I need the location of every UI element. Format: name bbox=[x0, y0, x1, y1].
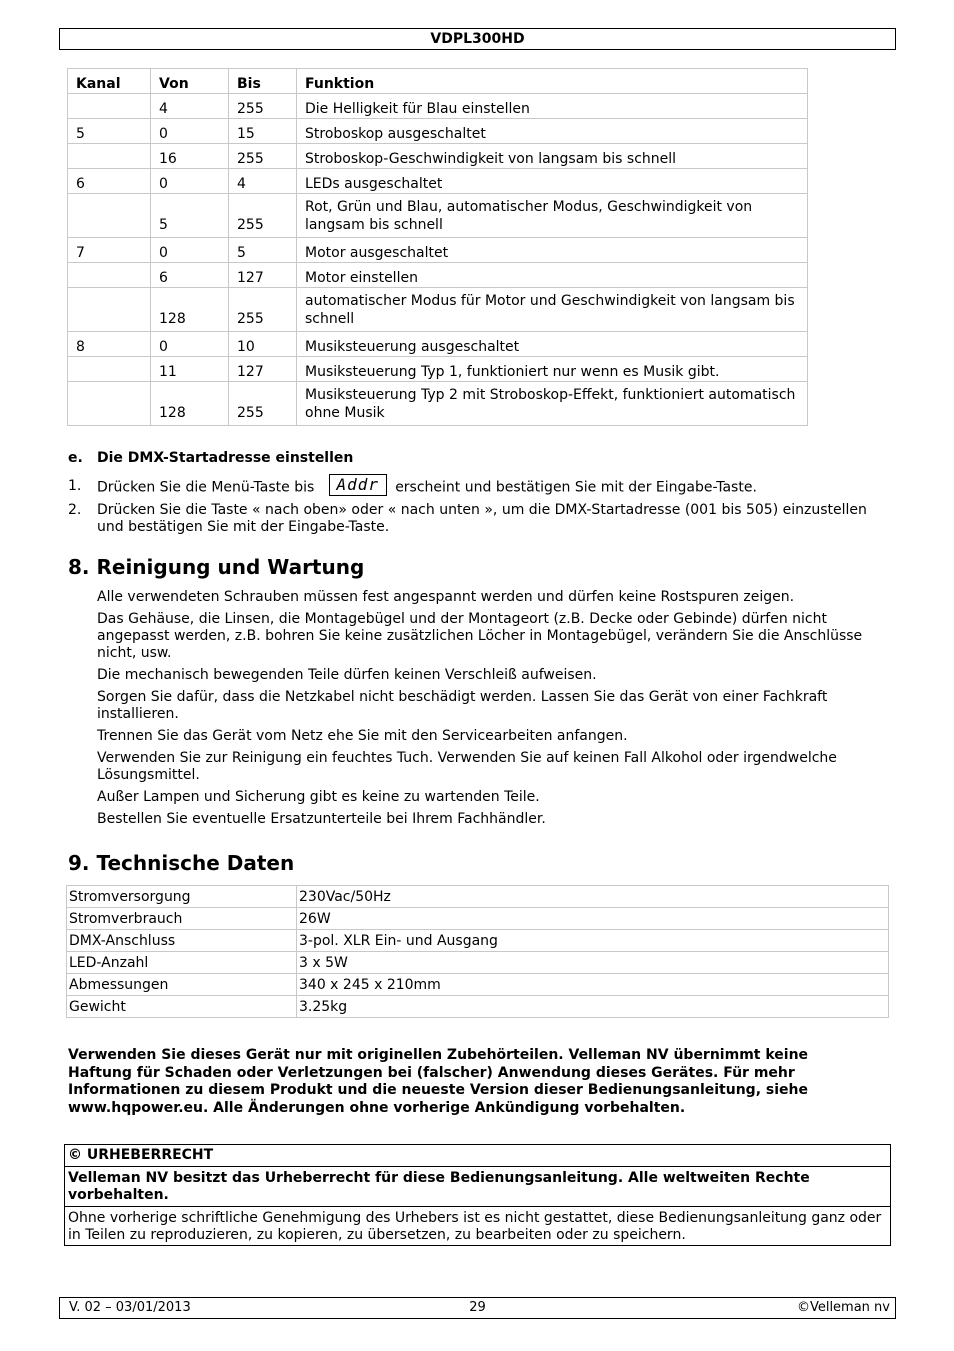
column-header: Funktion bbox=[297, 69, 808, 94]
column-header: Bis bbox=[229, 69, 297, 94]
cell-kanal bbox=[68, 94, 151, 119]
cell-bis: 127 bbox=[229, 263, 297, 288]
spec-row bbox=[67, 996, 889, 1018]
table-row bbox=[68, 238, 808, 263]
cell-funktion: Rot, Grün und Blau, automatischer Modus, Geschwindigkeit von langsam bis schnell bbox=[297, 194, 808, 238]
cell-bis: 255 bbox=[229, 194, 297, 238]
cell-kanal bbox=[68, 382, 151, 426]
heading-letter: e. bbox=[68, 450, 83, 466]
cell-funktion: Musiksteuerung ausgeschaltet bbox=[297, 332, 808, 357]
spec-value: 340 x 245 x 210mm bbox=[297, 974, 889, 996]
column-header: Von bbox=[151, 69, 229, 94]
cell-von: 128 bbox=[151, 288, 229, 332]
section-title: 9. Technische Daten bbox=[68, 851, 295, 875]
table-row bbox=[68, 357, 808, 382]
lcd-display-icon: Addr bbox=[329, 474, 387, 496]
paragraph: Bestellen Sie eventuelle Ersatzunterteile bei Ihrem Fachhändler. bbox=[97, 811, 546, 827]
cell-funktion: LEDs ausgeschaltet bbox=[297, 169, 808, 194]
cell-von: 128 bbox=[151, 382, 229, 426]
table-header-row bbox=[68, 69, 808, 94]
copyright-bold-text: Velleman NV besitzt das Urheberrecht für diese Bedienungsanleitung. Alle weltweiten Rechte vorbehalten. bbox=[68, 1170, 810, 1203]
table-row bbox=[68, 332, 808, 357]
cell-funktion: Musiksteuerung Typ 1, funktioniert nur wenn es Musik gibt. bbox=[297, 357, 808, 382]
dmx-address-heading bbox=[68, 450, 353, 467]
spec-key: LED-Anzahl bbox=[67, 952, 297, 974]
usage-notice: Verwenden Sie dieses Gerät nur mit originellen Zubehörteilen. Velleman NV übernimmt keine Haftung für Schaden oder Verletzungen bei (falscher) Anwendung dieses Gerätes. Für mehr Informationen zu diesem Produkt und die neueste Version dieser Bedienungsanleitung, siehe www.hqpower.eu. Alle Änderungen ohne vorherige Ankündigung vorbehalten. bbox=[68, 1047, 809, 1116]
cell-von: 0 bbox=[151, 169, 229, 194]
cell-funktion: automatischer Modus für Motor und Geschwindigkeit von langsam bis schnell bbox=[297, 288, 808, 332]
cell-kanal bbox=[68, 357, 151, 382]
cell-kanal bbox=[68, 288, 151, 332]
step-text: Drücken Sie die Taste « nach oben» oder « nach unten », um die DMX-Startadresse (001 bis 505) einzustellen und bestätigen Sie mit der Eingabe-Taste. bbox=[97, 502, 867, 535]
cell-bis: 255 bbox=[229, 288, 297, 332]
table-row bbox=[68, 119, 808, 144]
section-title: 8. Reinigung und Wartung bbox=[68, 555, 365, 579]
page-footer bbox=[59, 1297, 896, 1319]
cell-bis: 255 bbox=[229, 382, 297, 426]
maintenance-paragraphs bbox=[97, 589, 887, 833]
brand: ©Velleman nv bbox=[796, 1300, 890, 1315]
cell-bis: 5 bbox=[229, 238, 297, 263]
spec-row bbox=[67, 886, 889, 908]
paragraph: Sorgen Sie dafür, dass die Netzkabel nicht beschädigt werden. Lassen Sie das Gerät von einer Fachkraft installieren. bbox=[97, 689, 828, 722]
cell-kanal: 5 bbox=[68, 119, 151, 144]
cell-bis: 15 bbox=[229, 119, 297, 144]
cell-funktion: Die Helligkeit für Blau einstellen bbox=[297, 94, 808, 119]
cell-von: 16 bbox=[151, 144, 229, 169]
section-9 bbox=[68, 851, 294, 875]
table-row bbox=[68, 263, 808, 288]
spec-key: Stromversorgung bbox=[67, 886, 297, 908]
cell-kanal bbox=[68, 194, 151, 238]
spec-table bbox=[66, 885, 889, 1018]
cell-von: 5 bbox=[151, 194, 229, 238]
cell-von: 6 bbox=[151, 263, 229, 288]
table-row bbox=[68, 194, 808, 238]
spec-row bbox=[67, 952, 889, 974]
table-row bbox=[68, 382, 808, 426]
list-item bbox=[68, 475, 868, 497]
column-header: Kanal bbox=[68, 69, 151, 94]
paragraph: Verwenden Sie zur Reinigung ein feuchtes Tuch. Verwenden Sie auf keinen Fall Alkohol oder irgendwelche Lösungsmittel. bbox=[97, 750, 837, 783]
spec-key: Abmessungen bbox=[67, 974, 297, 996]
cell-bis: 127 bbox=[229, 357, 297, 382]
copyright-text: Ohne vorherige schriftliche Genehmigung des Urhebers ist es nicht gestattet, diese Bedienungsanleitung ganz oder in Teilen zu reproduzieren, zu kopieren, zu übersetzen, zu bearbeiten oder zu speichern. bbox=[68, 1210, 882, 1243]
cell-bis: 255 bbox=[229, 94, 297, 119]
table-row bbox=[68, 288, 808, 332]
copyright-heading: © URHEBERRECHT bbox=[68, 1147, 214, 1163]
page-header bbox=[59, 28, 896, 50]
cell-funktion: Stroboskop ausgeschaltet bbox=[297, 119, 808, 144]
cell-kanal bbox=[68, 144, 151, 169]
table-body bbox=[68, 94, 808, 426]
spec-value: 3 x 5W bbox=[297, 952, 889, 974]
cell-kanal: 8 bbox=[68, 332, 151, 357]
divider bbox=[65, 1206, 890, 1207]
cell-kanal: 7 bbox=[68, 238, 151, 263]
spec-row bbox=[67, 908, 889, 930]
list-item bbox=[68, 502, 868, 536]
table-row bbox=[68, 94, 808, 119]
cell-funktion: Motor einstellen bbox=[297, 263, 808, 288]
paragraph: Außer Lampen und Sicherung gibt es keine zu wartenden Teile. bbox=[97, 789, 540, 805]
spec-value: 26W bbox=[297, 908, 889, 930]
spec-key: DMX-Anschluss bbox=[67, 930, 297, 952]
model-name: VDPL300HD bbox=[430, 31, 525, 47]
table-row bbox=[68, 169, 808, 194]
cell-funktion: Musiksteuerung Typ 2 mit Stroboskop-Effekt, funktioniert automatisch ohne Musik bbox=[297, 382, 808, 426]
spec-key: Stromverbrauch bbox=[67, 908, 297, 930]
spec-value: 3-pol. XLR Ein- und Ausgang bbox=[297, 930, 889, 952]
page-number: 29 bbox=[469, 1300, 486, 1315]
copyright-box bbox=[64, 1144, 891, 1246]
step-text: erscheint und bestätigen Sie mit der Eingabe-Taste. bbox=[395, 479, 757, 496]
cell-bis: 10 bbox=[229, 332, 297, 357]
step-text: Drücken Sie die Menü-Taste bis bbox=[97, 479, 315, 496]
spec-row bbox=[67, 930, 889, 952]
cell-bis: 4 bbox=[229, 169, 297, 194]
paragraph: Das Gehäuse, die Linsen, die Montagebügel und der Montageort (z.B. Decke oder Gebinde) dürfen nicht angepasst werden, z.B. bohren Sie keine zusätzlichen Löcher in Montagebügel, verändern Sie die Anschlüsse nicht, usw. bbox=[97, 611, 863, 661]
cell-funktion: Motor ausgeschaltet bbox=[297, 238, 808, 263]
cell-von: 0 bbox=[151, 119, 229, 144]
version-date: V. 02 – 03/01/2013 bbox=[69, 1300, 191, 1315]
cell-bis: 255 bbox=[229, 144, 297, 169]
paragraph: Die mechanisch bewegenden Teile dürfen keinen Verschleiß aufweisen. bbox=[97, 667, 597, 683]
cell-von: 0 bbox=[151, 332, 229, 357]
cell-von: 0 bbox=[151, 238, 229, 263]
table-row bbox=[68, 144, 808, 169]
heading-title: Die DMX-Startadresse einstellen bbox=[97, 450, 354, 466]
paragraph: Alle verwendeten Schrauben müssen fest angespannt werden und dürfen keine Rostspuren zeigen. bbox=[97, 589, 795, 605]
cell-von: 11 bbox=[151, 357, 229, 382]
cell-kanal bbox=[68, 263, 151, 288]
paragraph: Trennen Sie das Gerät vom Netz ehe Sie mit den Servicearbeiten anfangen. bbox=[97, 728, 628, 744]
section-8 bbox=[68, 555, 364, 579]
cell-funktion: Stroboskop-Geschwindigkeit von langsam bis schnell bbox=[297, 144, 808, 169]
cell-von: 4 bbox=[151, 94, 229, 119]
spec-value: 230Vac/50Hz bbox=[297, 886, 889, 908]
step-number: 1. bbox=[68, 478, 82, 494]
step-number: 2. bbox=[68, 502, 82, 518]
cell-kanal: 6 bbox=[68, 169, 151, 194]
divider bbox=[65, 1166, 890, 1167]
spec-value: 3.25kg bbox=[297, 996, 889, 1018]
dmx-channel-table bbox=[67, 68, 808, 426]
spec-key: Gewicht bbox=[67, 996, 297, 1018]
spec-row bbox=[67, 974, 889, 996]
